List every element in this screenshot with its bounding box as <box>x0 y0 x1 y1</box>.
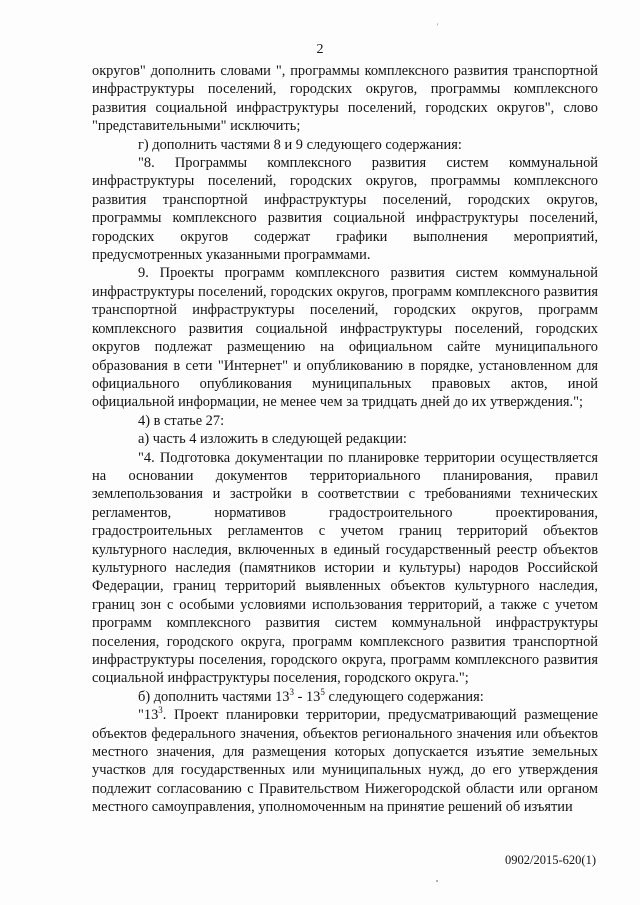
paragraph-b <box>92 688 598 706</box>
scan-speck <box>436 880 438 882</box>
document-body <box>92 62 598 817</box>
paragraph-part-8: "8. Программы комплексного развития систем коммунальной инфраструктуры поселений, городских округов, программы комплексного развития транспортной инфраструктуры поселений, городских округов, программы комплексного развития социальной инфраструктуры поселений, городских округов содержат графики выполнения мероприятий, предусмотренных указанными программами. <box>92 155 598 264</box>
paragraph-part-9: 9. Проекты программ комплексного развития систем коммунальной инфраструктуры поселений, городских округов, программ комплексного развития транспортной инфраструктуры поселений, городских округов, программ комплексного развития социальной инфраструктуры поселений, городских округов подлежат размещению на официальном сайте муниципального образования в сети "Интернет" и опубликованию в порядке, установленном для официального опубликования муниципальных правовых актов, иной официальной информации, не менее чем за тридцать дней до их утверждения."; <box>92 265 598 411</box>
superscript: 3 <box>158 705 163 716</box>
paragraph-part-13-3 <box>92 706 598 816</box>
paragraph-b-text-2: - 13 <box>294 688 321 705</box>
paragraph-part-4: "4. Подготовка документации по планировке территории осуществляется на основании документов территориального планирования, правил землепользования и застройки в соответствии с требованиями технических регламентов, нормативов градостроительного проектирования, градостроительных регламентов с учетом границ территорий объектов культурного наследия, включенных в единый государственный реестр объектов культурного наследия (памятников истории и культуры) народов Российской Федерации, границ территорий выявленных объектов культурного наследия, границ зон с особыми условиями использования территорий, а также с учетом программ комплексного развития систем коммунальной инфраструктуры поселения, городского округа, программ комплексного развития транспортной инфраструктуры поселения, городского округа, программ комплексного развития социальной инфраструктуры поселения, городского округа."; <box>92 449 598 687</box>
paragraph-okrugov: округов" дополнить словами ", программы комплексного развития транспортной инфраструктуры поселений, городских округов, программы комплексного развития социальной инфраструктуры поселений, городских округов", слово "представительными" исключить; <box>92 63 598 135</box>
paragraph-b-text-1: б) дополнить частями 13 <box>138 688 290 705</box>
paragraph-b-text-3: следующего содержания: <box>324 688 484 705</box>
paragraph-13-text: . Проект планировки территории, предусматривающий размещение объектов федерального значения, объектов регионального значения или объектов местного значения, для размещения которых допускается изъятие земельных участков для государственных или муниципальных нужд, до его утверждения подлежит согласованию с Правительством Нижегородской области или органом местного самоуправления, уполномоченным на принятие решений об изъятии <box>92 707 598 816</box>
paragraph-13-number: "13 <box>138 707 159 724</box>
superscript: 3 <box>289 687 294 698</box>
superscript: 5 <box>320 687 325 698</box>
paragraph-a: а) часть 4 изложить в следующей редакции: <box>138 431 407 448</box>
scan-mark: ' <box>437 22 439 31</box>
paragraph-article-27: 4) в статье 27: <box>138 412 225 429</box>
page-number: 2 <box>316 42 324 57</box>
paragraph-g: г) дополнить частями 8 и 9 следующего содержания: <box>138 136 462 153</box>
document-code: 0902/2015-620(1) <box>505 853 596 867</box>
